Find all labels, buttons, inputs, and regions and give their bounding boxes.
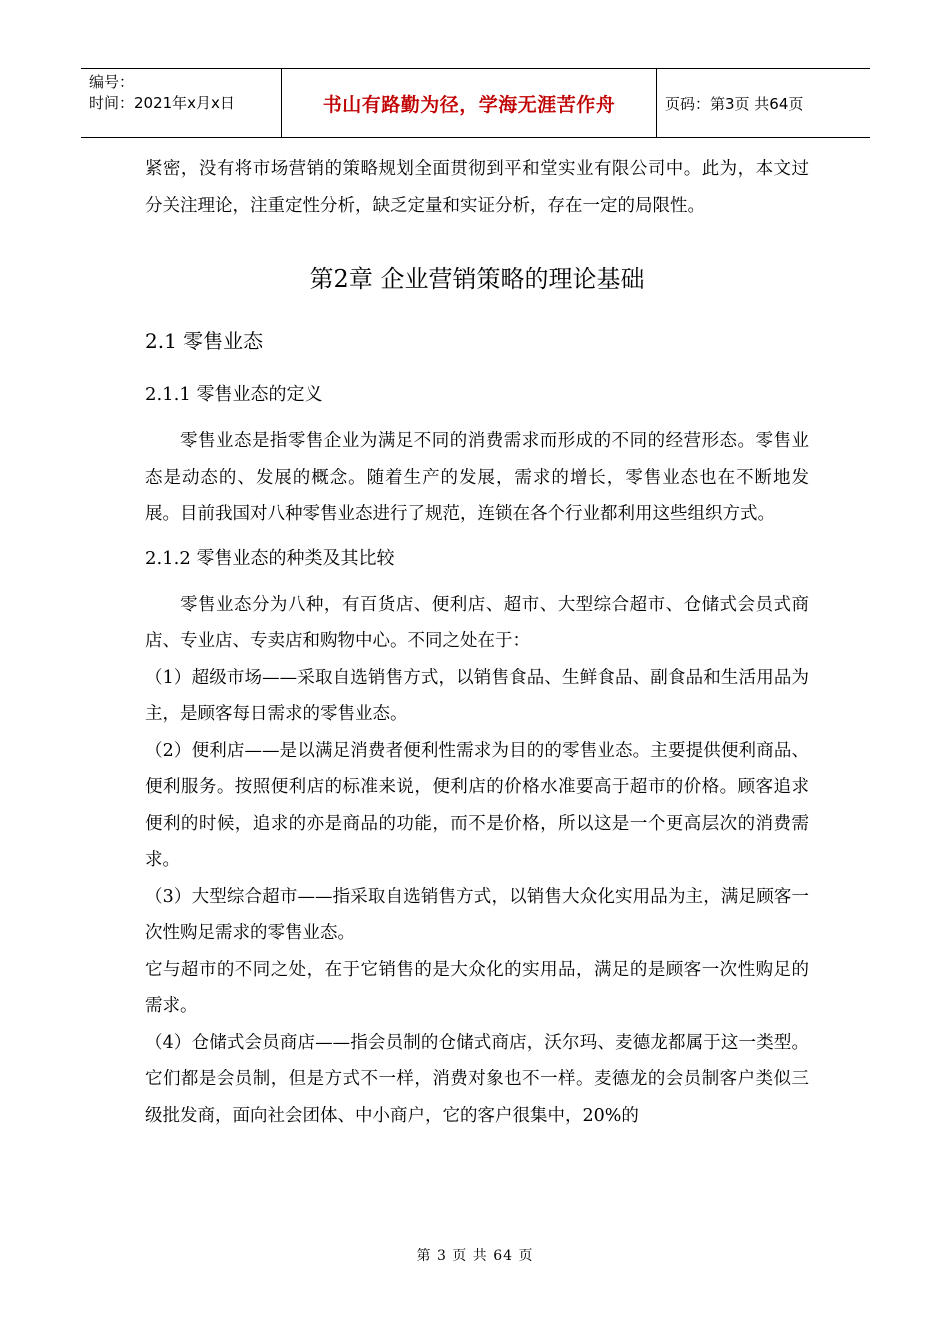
subsection-title-definition: 2.1.1 零售业态的定义 [145, 384, 323, 405]
list-item-supermarket: （1）超级市场——采取自选销售方式，以销售食品、生鲜食品、副食品和生活用品为主，是顾客每日需求的零售业态。 [145, 667, 809, 724]
page-footer: 第 3 页 共 64 页 [416, 1248, 534, 1264]
time-label: 时间：2021年x月x日 [89, 94, 235, 112]
chapter-title: 第2章 企业营销策略的理论基础 [309, 265, 645, 293]
definition-paragraph: 零售业态是指零售企业为满足不同的消费需求而形成的不同的经营形态。零售业态是动态的、发展的概念。随着生产的发展，需求的增长，零售业态也在不断地发展。目前我国对八种零售业态进行了规范，连锁在各个行业都利用这些组织方式。 [145, 431, 809, 524]
page-header [81, 68, 870, 138]
hypermarket-note: 它与超市的不同之处，在于它销售的是大众化的实用品，满足的是顾客一次性购足的需求。 [145, 959, 809, 1016]
intro-paragraph: 紧密，没有将市场营销的策略规划全面贯彻到平和堂实业有限公司中。此为，本文过分关注理论，注重定性分析，缺乏定量和实证分析，存在一定的局限性。 [145, 159, 809, 216]
header-motto: 书山有路勤为径，学海无涯苦作舟 [282, 69, 657, 137]
section-title: 2.1 零售业态 [145, 329, 264, 353]
header-page-info: 页码：第3页 共64页 [665, 94, 804, 113]
list-item-warehouse-club: （4）仓储式会员商店——指会员制的仓储式商店，沃尔玛、麦德龙都属于这一类型。它们都是会员制，但是方式不一样，消费对象也不一样。麦德龙的会员制客户类似三级批发商，面向社会团体、中小商户，它的客户很集中，20%的 [145, 1032, 809, 1126]
list-item-convenience-store: （2）便利店——是以满足消费者便利性需求为目的的零售业态。主要提供便利商品、便利服务。按照便利店的标准来说，便利店的价格水准要高于超市的价格。顾客追求便利的时候，追求的亦是商品的功能，而不是价格，所以这是一个更高层次的消费需求。 [145, 740, 809, 870]
list-item-hypermarket: （3）大型综合超市——指采取自选销售方式，以销售大众化实用品为主，满足顾客一次性购足需求的零售业态。 [145, 886, 809, 943]
document-body [145, 151, 809, 1134]
header-meta [81, 69, 282, 137]
subsection-title-types: 2.1.2 零售业态的种类及其比较 [145, 547, 395, 569]
types-paragraph: 零售业态分为八种，有百货店、便利店、超市、大型综合超市、仓储式会员式商店、专业店、专卖店和购物中心。不同之处在于： [145, 594, 809, 651]
number-label: 编号： [89, 73, 135, 91]
